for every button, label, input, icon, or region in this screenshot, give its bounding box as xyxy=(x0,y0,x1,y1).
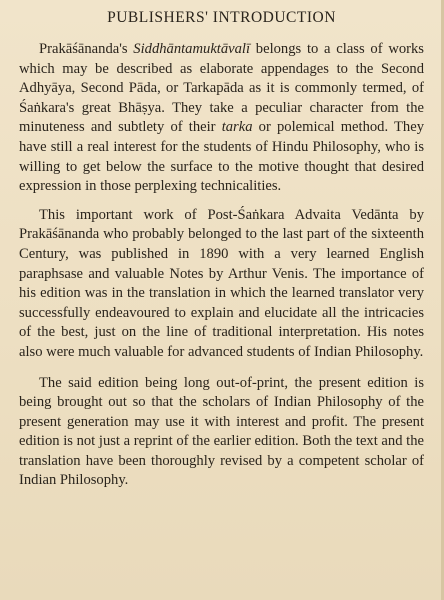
paragraph-1-text-c: or polemical method. They have still a real interest for the students of Hindu Philosophy, who is willing to get below the surface to the motive thought that desired expression in those perplexing technicalities. xyxy=(19,119,425,195)
paragraph-1 xyxy=(19,40,424,197)
page-title: PUBLISHERS' INTRODUCTION xyxy=(107,9,336,26)
book-title-italic: Siddhāntamuktāvalī xyxy=(133,41,251,57)
paragraph-1-text-a: Prakāśānanda's xyxy=(39,41,134,57)
paragraph-1-text-b: belongs to a class of works which may be described as elaborate appendages to the Second Adhyāya, Second Pāda, or Tarkapāda as it is commonly termed, of Śaṅkara's great Bhāṣya. They take a peculiar character from the minuteness and subtlety of their xyxy=(19,41,424,136)
paragraph-3: The said edition being long out-of-print, the present edition is being brought out so that the scholars of Indian Philosophy of the present generation may use it with interest and profit. The present edition is not just a reprint of the earlier edition. Both the text and the translation have been thoroughly revised by a competent scholar of Indian Philosophy. xyxy=(19,374,424,489)
paragraph-2: This important work of Post-Śaṅkara Advaita Vedānta by Prakāśānanda who probably belonged to the last part of the sixteenth Century, was published in 1890 with a very learned English paraphsase and valuable Notes by Arthur Venis. The importance of his edition was in the translation in which the learned translator very successfully endeavoured to explain and elucidate all the intricacies of the best, just on the line of traditional interpretation. His notes also were much valuable for advanced students of Indian Philosophy. xyxy=(19,206,424,360)
term-tarka-italic: tarka xyxy=(221,119,253,136)
